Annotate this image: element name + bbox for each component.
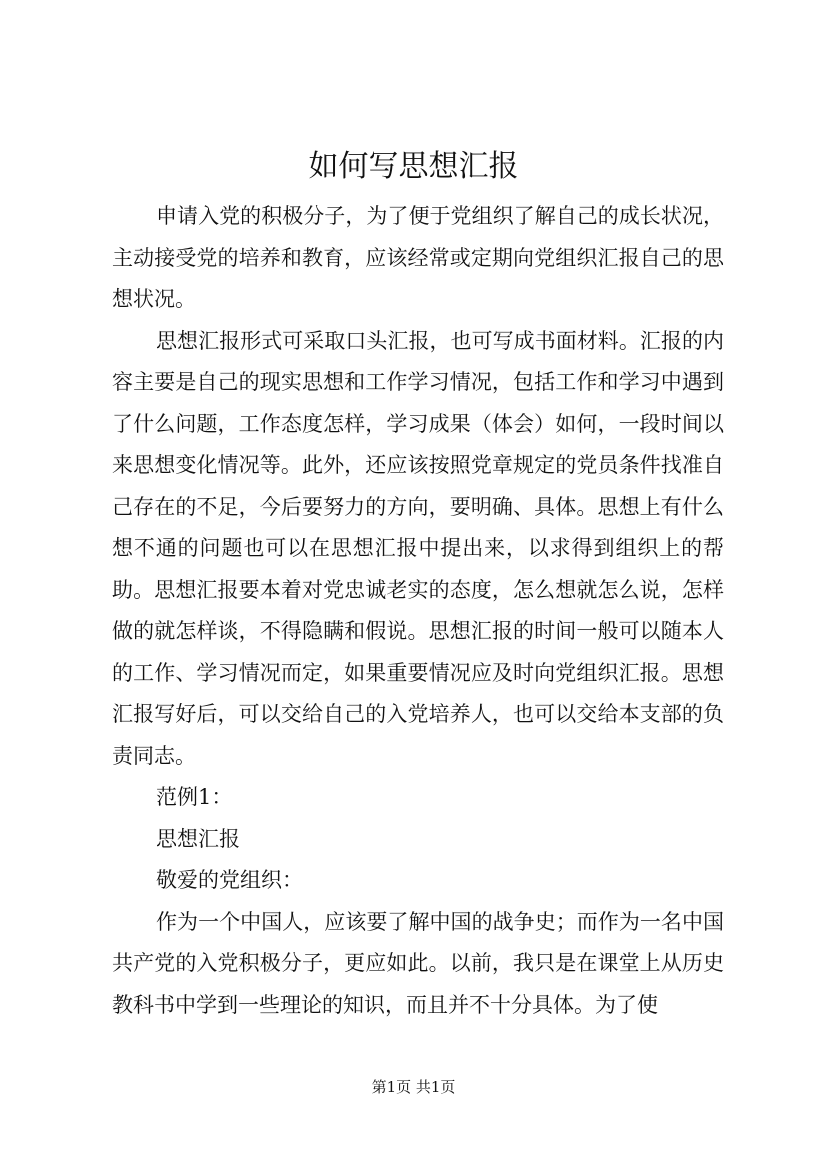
example-title: 思想汇报 bbox=[156, 826, 240, 851]
document-body bbox=[112, 196, 724, 1026]
paragraph-example-body: 作为一个中国人，应该要了解中国的战争史；而作为一名中国共产党的入党积极分子，更应如此。以前，我只是在课堂上从历史教科书中学到一些理论的知识，而且并不十分具体。为了使 bbox=[112, 909, 724, 1017]
paragraph-format: 思想汇报形式可采取口头汇报，也可写成书面材料。汇报的内容主要是自己的现实思想和工作学习情况，包括工作和学习中遇到了什么问题，工作态度怎样，学习成果（体会）如何，一段时间以来思想变化情况等。此外，还应该按照党章规定的党员条件找准自己存在的不足，今后要努力的方向，要明确、具体。思想上有什么想不通的问题也可以在思想汇报中提出来，以求得到组织上的帮助。思想汇报要本着对党忠诚老实的态度，怎么想就怎么说，怎样做的就怎样谈，不得隐瞒和假说。思想汇报的时间一般可以随本人的工作、学习情况而定，如果重要情况应及时向党组织汇报。思想汇报写好后，可以交给自己的入党培养人，也可以交给本支部的负责同志。 bbox=[112, 328, 724, 768]
document-title: 如何写思想汇报 bbox=[308, 149, 519, 184]
example-label: 范例1： bbox=[156, 785, 233, 809]
paragraph-intro: 申请入党的积极分子，为了便于党组织了解自己的成长状况，主动接受党的培养和教育，应该经常或定期向党组织汇报自己的思想状况。 bbox=[112, 204, 724, 311]
page-footer: 第1页 共1页 bbox=[371, 1078, 456, 1096]
salutation: 敬爱的党组织： bbox=[156, 868, 303, 892]
